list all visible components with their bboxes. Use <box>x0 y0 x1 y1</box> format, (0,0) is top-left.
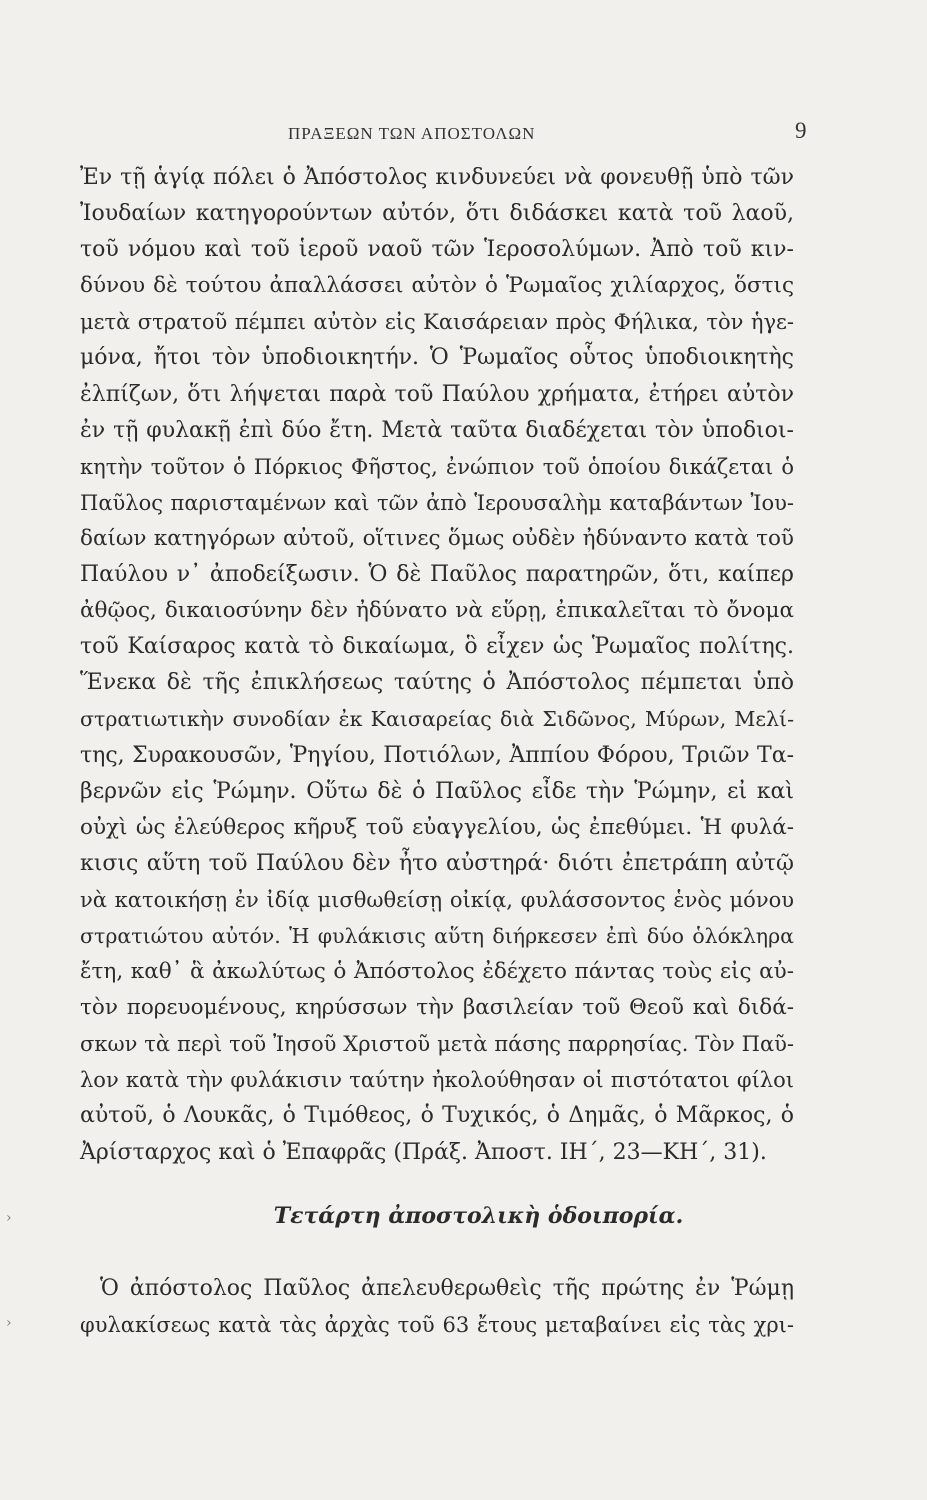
text-line: δαίων κατηγόρων αὐτοῦ, οἵτινες ὅμως οὐδὲν ἠδύναντο κατὰ τοῦ <box>80 525 794 551</box>
margin-mark: › <box>6 1210 12 1226</box>
body-paragraph <box>80 160 794 1171</box>
text-line: στρατιωτικὴν συνοδίαν ἐκ Καισαρείας διὰ Σιδῶνος, Μύρων, Μελί- <box>80 707 794 732</box>
text-line: ἐν τῇ φυλακῇ ἐπὶ δύο ἔτη. Μετὰ ταῦτα διαδέχεται τὸν ὑποδιοι- <box>80 417 794 443</box>
text-line: τὸν πορευομένους, κηρύσσων τὴν βασιλείαν τοῦ Θεοῦ καὶ διδά- <box>80 995 794 1021</box>
text-line: βερνῶν εἰς Ῥώμην. Οὕτω δὲ ὁ Παῦλος εἶδε τὴν Ῥώμην, εἰ καὶ <box>80 778 794 804</box>
running-head <box>0 118 927 148</box>
text-line: κητὴν τοῦτον ὁ Πόρκιος Φῆστος, ἐνώπιον τοῦ ὁποίου δικάζεται ὁ <box>80 454 794 479</box>
text-line: Ἐν τῇ ἁγίᾳ πόλει ὁ Ἀπόστολος κινδυνεύει νὰ φονευθῇ ὑπὸ τῶν <box>80 165 794 190</box>
text-line: μόνα, ἤτοι τὸν ὑποδιοικητήν. Ὁ Ῥωμαῖος οὗτος ὑποδιοικητὴς <box>80 345 794 371</box>
text-line: τοῦ Καίσαρος κατὰ τὸ δικαίωμα, ὃ εἶχεν ὡς Ῥωμαῖος πολίτης. <box>80 634 794 660</box>
text-line: Ὁ ἀπόστολος Παῦλος ἀπελευθερωθεὶς τῆς πρώτης ἐν Ῥώμῃ <box>100 1276 794 1301</box>
text-line: Ἀρίσταρχος καὶ ὁ Ἐπαφρᾶς (Πράξ. Ἀποστ. ΙΗ΄, 23—ΚΗ΄, 31). <box>80 1139 767 1165</box>
text-line: ἀθῷος, δικαιοσύνην δὲν ἠδύνατο νὰ εὕρῃ, ἐπικαλεῖται τὸ ὄνομα <box>80 598 794 624</box>
text-line: τοῦ νόμου καὶ τοῦ ἱεροῦ ναοῦ τῶν Ἱεροσολύμων. Ἀπὸ τοῦ κιν- <box>80 237 794 263</box>
text-line: δύνου δὲ τούτου ἀπαλλάσσει αὐτὸν ὁ Ῥωμαῖος χιλίαρχος, ὅστις <box>80 273 794 299</box>
text-line: Ἕνεκα δὲ τῆς ἐπικλήσεως ταύτης ὁ Ἀπόστολος πέμπεται ὑπὸ <box>80 670 794 696</box>
text-line: αὐτοῦ, ὁ Λουκᾶς, ὁ Τιμόθεος, ὁ Τυχικός, ὁ Δημᾶς, ὁ Μᾶρκος, ὁ <box>80 1103 794 1129</box>
text-line: της, Συρακουσῶν, Ῥηγίου, Ποτιόλων, Ἀππίου Φόρου, Τριῶν Τα- <box>80 742 794 768</box>
section-paragraph <box>80 1271 794 1343</box>
text-line: ἐλπίζων, ὅτι λήψεται παρὰ τοῦ Παύλου χρήματα, ἐτήρει αὐτὸν <box>80 381 794 407</box>
text-line: ἔτη, καθ᾽ ἃ ἀκωλύτως ὁ Ἀπόστολος ἐδέχετο πάντας τοὺς εἰς αὐ- <box>80 959 794 985</box>
text-line: νὰ κατοικήσῃ ἐν ἰδίᾳ μισθωθείσῃ οἰκίᾳ, φυλάσσοντος ἑνὸς μόνου <box>80 887 794 912</box>
text-line: μετὰ στρατοῦ πέμπει αὐτὸν εἰς Καισάρειαν πρὸς Φήλικα, τὸν ἡγε- <box>80 310 794 335</box>
text-line: λον κατὰ τὴν φυλάκισιν ταύτην ἠκολούθησαν οἱ πιστότατοι φίλοι <box>80 1068 794 1093</box>
section-heading: Τετάρτη ἀποστολικὴ ὁδοιπορία. <box>273 1203 684 1229</box>
text-line: στρατιώτου αὐτόν. Ἡ φυλάκισις αὕτη διήρκεσεν ἐπὶ δύο ὁλόκληρα <box>80 923 794 948</box>
text-line: οὐχὶ ὡς ἐλεύθερος κῆρυξ τοῦ εὐαγγελίου, ὡς ἐπεθύμει. Ἡ φυλά- <box>80 814 794 840</box>
text-line: Ἰουδαίων κατηγορούντων αὐτόν, ὅτι διδάσκει κατὰ τοῦ λαοῦ, <box>80 201 794 227</box>
text-line: Παῦλος παρισταμένων καὶ τῶν ἀπὸ Ἱερουσαλὴμ καταβάντων Ἰου- <box>80 490 794 515</box>
running-title: ΠΡΑΞΕΩΝ ΤΩΝ ΑΠΟΣΤΟΛΩΝ <box>288 124 536 143</box>
text-line: σκων τὰ περὶ τοῦ Ἰησοῦ Χριστοῦ μετὰ πάσης παρρησίας. Τὸν Παῦ- <box>80 1032 794 1057</box>
page-number: 9 <box>795 118 807 143</box>
text-line: Παύλου ν᾽ ἀποδείξωσιν. Ὁ δὲ Παῦλος παρατηρῶν, ὅτι, καίπερ <box>80 562 794 588</box>
text-line: φυλακίσεως κατὰ τὰς ἀρχὰς τοῦ 63 ἔτους μεταβαίνει εἰς τὰς χρι- <box>80 1313 794 1338</box>
margin-mark: › <box>6 1315 12 1331</box>
text-line: κισις αὕτη τοῦ Παύλου δὲν ἦτο αὐστηρά· διότι ἐπετράπη αὐτῷ <box>80 850 794 876</box>
